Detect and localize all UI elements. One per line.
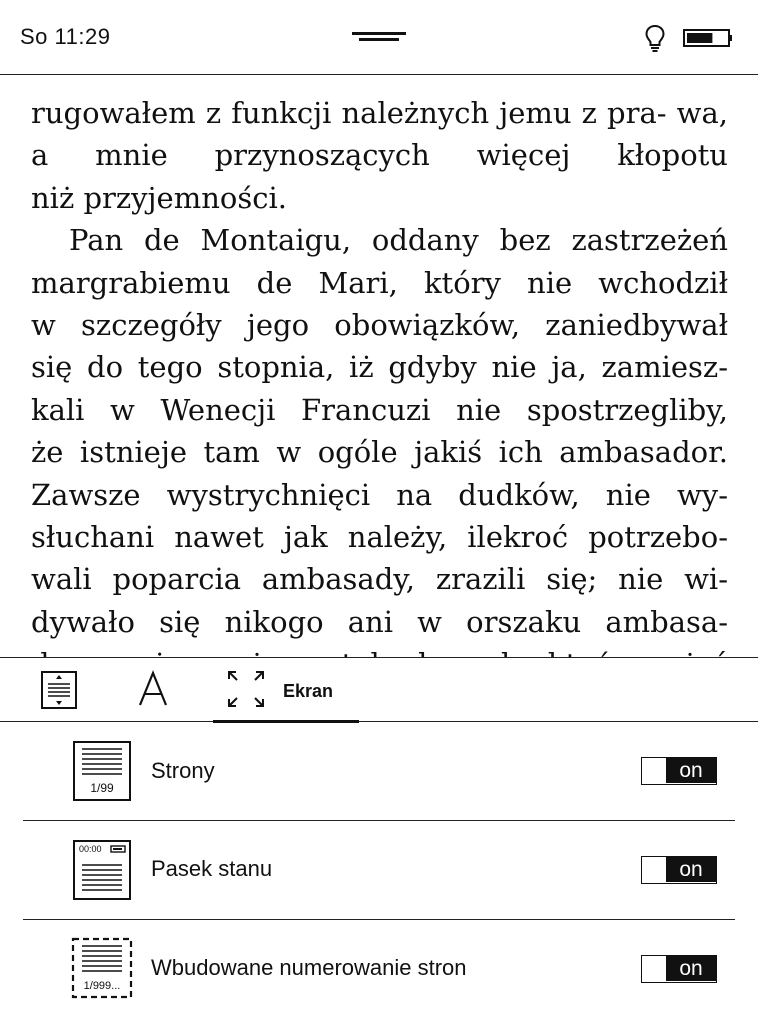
setting-label: Wbudowane numerowanie stron	[151, 955, 467, 980]
text-line: wali poparcia ambasady, zrazili się; nie wi-	[31, 562, 728, 597]
text-paragraph	[31, 516, 728, 558]
text-paragraph	[31, 304, 728, 346]
page-number-icon	[71, 740, 133, 802]
setting-row-built-in-numbering[interactable]	[23, 920, 735, 1018]
setting-row-status-bar[interactable]	[23, 821, 735, 920]
text-line: kali w Wenecji Francuzi nie spostrzegliby,	[31, 392, 728, 427]
text-line: się do tego stopnia, iż gdyby nie ja, zamiesz-	[31, 350, 728, 385]
toggle-state: on	[666, 758, 716, 783]
text-paragraph	[31, 262, 728, 304]
pages-toggle[interactable]	[641, 757, 717, 785]
setting-label: Strony	[151, 758, 215, 783]
text-line: słuchani nawet jak należy, ilekroć potrzebo-	[31, 520, 728, 555]
font-icon	[118, 658, 188, 721]
tab-screen[interactable]	[213, 658, 359, 723]
text-line: niż przyjemności.	[31, 180, 287, 215]
text-paragraph-end	[31, 177, 728, 219]
text-paragraph	[31, 92, 728, 177]
built-in-numbering-toggle[interactable]	[641, 955, 717, 983]
text-paragraph	[31, 346, 728, 388]
toggle-knob	[642, 956, 666, 981]
clock: So 11:29	[20, 24, 111, 49]
status-bar-icon	[71, 839, 133, 901]
drag-handle-icon[interactable]	[352, 32, 406, 42]
text-line: rugowałem z funkcji należnych jemu z pra-	[31, 96, 667, 130]
tab-font[interactable]	[118, 658, 188, 721]
built-in-numbering-icon-text: 1/999...	[83, 980, 121, 992]
text-paragraph	[31, 601, 728, 643]
text-line: Pan de Montaigu, oddany bez zastrzeżeń	[69, 223, 728, 258]
text-paragraph	[31, 219, 728, 261]
text-paragraph	[31, 474, 728, 516]
display-settings-panel	[0, 657, 758, 1025]
status-bar	[0, 0, 758, 75]
toggle-state: on	[666, 956, 716, 981]
text-paragraph	[31, 558, 728, 600]
battery-icon	[683, 29, 733, 47]
toggle-knob	[642, 857, 666, 882]
settings-tabs	[0, 658, 758, 722]
text-paragraph	[31, 431, 728, 473]
status-bar-toggle[interactable]	[641, 856, 717, 884]
text-line: w szczegóły jego obowiązków, zaniedbywał	[31, 308, 728, 343]
light-bulb-icon[interactable]	[644, 24, 666, 52]
status-bar-icon-text: 00:00	[79, 844, 102, 854]
page-number-icon-text: 1/99	[90, 781, 114, 795]
text-paragraph	[31, 389, 728, 431]
fullscreen-icon	[213, 658, 279, 720]
built-in-numbering-icon	[71, 937, 133, 999]
toggle-knob	[642, 758, 666, 783]
page-layout-icon	[24, 658, 94, 721]
text-line: Zawsze wystrychnięci na dudków, nie wy-	[31, 477, 728, 512]
text-line: margrabiemu de Mari, który nie wchodził	[31, 265, 728, 300]
setting-row-pages[interactable]	[23, 722, 735, 821]
text-line: dywało się nikogo ani w orszaku ambasa-	[31, 604, 728, 639]
toggle-state: on	[666, 857, 716, 882]
book-page-text[interactable]	[31, 92, 728, 657]
tab-screen-label: Ekran	[283, 681, 334, 701]
setting-label: Pasek stanu	[151, 856, 273, 881]
tab-page-layout[interactable]	[24, 658, 94, 721]
text-line: że istnieje tam w ogóle jakiś ich ambasador.	[31, 435, 728, 470]
text-line: wa, a mnie przynoszących więcej kłopotu	[31, 96, 728, 173]
